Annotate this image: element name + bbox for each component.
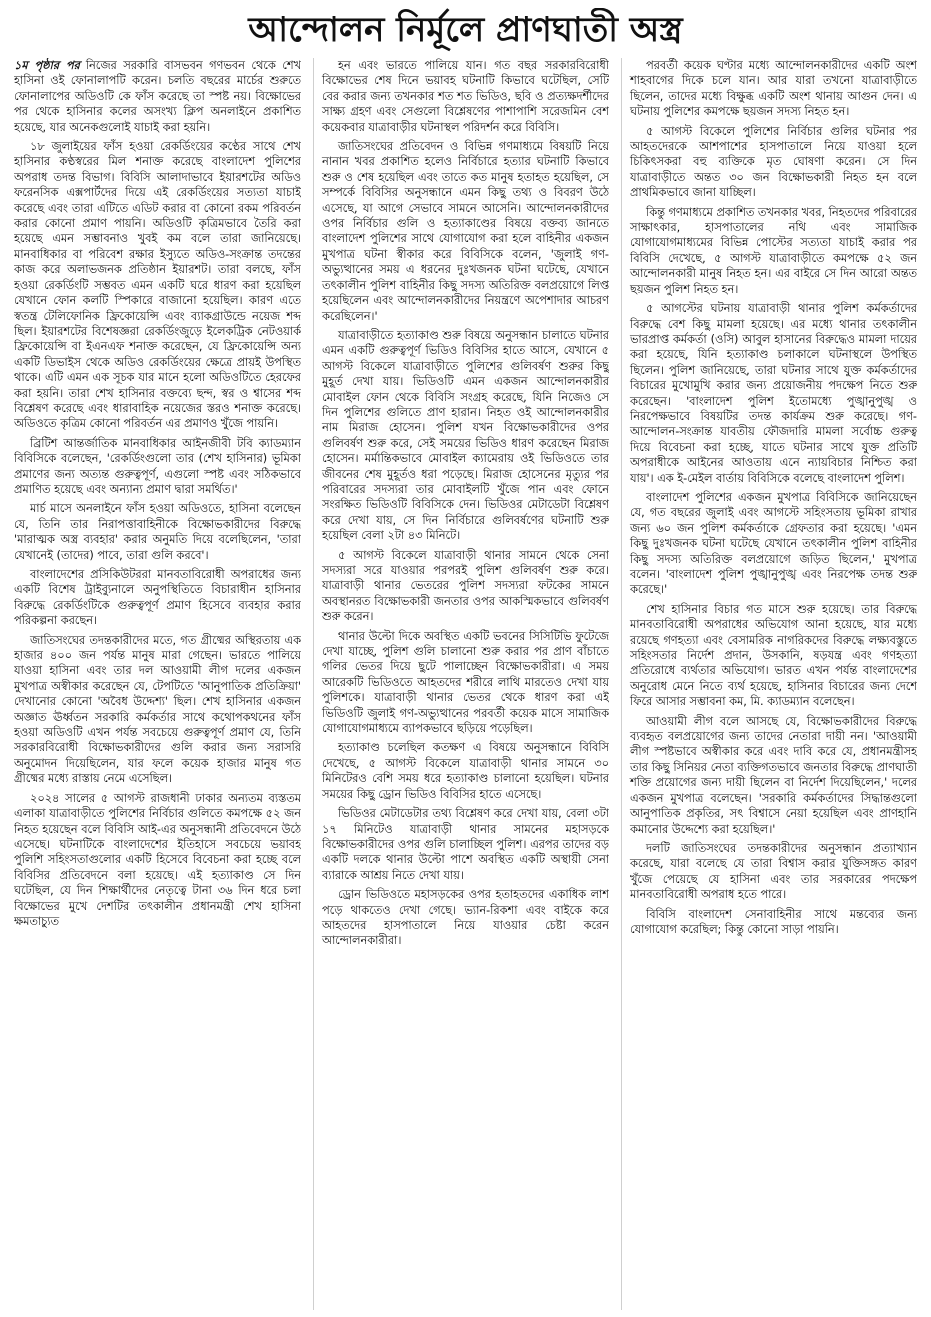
continued-from-label: ১ম পৃষ্ঠার পর [14,59,80,72]
article-paragraph [630,602,917,710]
article-column-2 [313,58,609,1310]
paragraph-text: নিজের সরকারি বাসভবন গণভবন থেকে শেখ হাসিনা ওই ফোনালাপটি করেন। চলতি বছরের মার্চের শুরুতে ফোনালাপের অডিওটি কে ফাঁস করেছে তা স্পষ্ট নয়। বিক্ষোভের পর থেকে হাসিনার কলের অসংখ্য ক্লিপ অনলাইনে প্রকাশিত হয়েছে, যার অনেকগুলোই যাচাই করা হয়নি। [14,59,301,134]
article-paragraph [322,548,609,625]
article-paragraph [630,490,917,598]
article-paragraph [14,139,301,432]
paragraph-text: থানার উল্টো দিকে অবস্থিত একটি ভবনের সিসিটিভি ফুটেজে দেখা যাচ্ছে, পুলিশ গুলি চালানো শুরু করার পর প্রাণ বাঁচাতে গলির ভেতর দিয়ে ছুটে পালাচ্ছেন বিক্ষোভকারীরা। এ সময় আরেকটি ভিডিওতে আহতদের শরীরে লাথি মারতেও দেখা যায় পুলিশকে। যাত্রাবাড়ী থানার ভেতর থেকে ধারণ করা এই ভিডিওটি জুলাই গণ-অভ্যুত্থানের পরবর্তী কয়েক মাসে সামাজিক যোগাযোগমাধ্যমে ব্যাপকভাবে ছড়িয়ে পড়েছিল। [322,629,609,736]
paragraph-text: হত্যাকাণ্ড চলেছিল কতক্ষণ এ বিষয়ে অনুসন্ধানে বিবিসি দেখেছে, ৫ আগস্ট বিকেলে যাত্রাবাড়ী থানার সামনে ৩০ মিনিটেরও বেশি সময় ধরে হত্যাকাণ্ড চালানো হয়েছিল। ঘটনার সময়ের কিছু ড্রোন ভিডিও বিবিসির হাতে এসেছে। [322,741,609,801]
article-paragraph [630,714,917,837]
paragraph-text: হন এবং ভারতে পালিয়ে যান। গত বছর সরকারবিরোধী বিক্ষোভের শেষ দিনে ভয়াবহ ঘটনাটি কিভাবে ঘটেছিল, সেটি বের করার জন্য তখনকার শত শত ভিডিও, ছবি ও প্রত্যক্ষদর্শীদের সাক্ষ্য গ্রহণ এবং সেগুলো বিশ্লেষণের পাশাপাশি সরেজমিন বেশ কয়েকবার যাত্রাবাড়ীর ঘটনাস্থল পরিদর্শন করে বিবিসি। [322,59,609,134]
article-paragraph [630,124,917,201]
article-paragraph [630,907,917,938]
paragraph-text: পরবর্তী কয়েক ঘণ্টার মধ্যে আন্দোলনকারীদের একটি অংশ শাহবাগের দিকে চলে যান। আর যারা তখনো যাত্রাবাড়ীতে ছিলেন, তাদের মধ্যে বিক্ষুব্ধ একটি অংশ থানায় আগুন দেন। এ ঘটনায় পুলিশের কমপক্ষে ছয়জন সদস্য নিহত হন। [630,59,917,119]
article-paragraph [322,58,609,135]
article-paragraph [14,58,301,135]
article-column-3 [621,58,917,1310]
article-paragraph [630,841,917,903]
paragraph-text: যাত্রাবাড়ীতে হত্যাকাণ্ড শুরু বিষয়ে অনুসন্ধান চালাতে ঘটনার এমন একটি গুরুত্বপূর্ণ ভিডিও বিবিসির হাতে আসে, যেখানে ৫ আগস্ট বিকেলে যাত্রাবাড়ীতে পুলিশের গুলিবর্ষণ শুরুর কিছু মুহূর্ত দেখা যায়। ভিডিওটি এমন একজন আন্দোলনকারীর মোবাইল ফোন থেকে বিবিসি সংগ্রহ করেছে, যিনি নিজেও সে দিন পুলিশের গুলিতে প্রাণ হারান। নিহত ওই আন্দোলনকারীর নাম মিরাজ হোসেন। পুলিশ যখন বিক্ষোভকারীদের ওপর গুলিবর্ষণ শুরু করে, সেই সময়ের ভিডিও ধারণ করেছেন মিরাজ হোসেন। মর্মান্তিকভাবে মোবাইল ক্যামেরায় ওই ভিডিওতে তার জীবনের শেষ মুহূর্তও ধরা পড়েছে। মিরাজ হোসেনের মৃত্যুর পর পরিবারের সদস্যরা তার মোবাইলটি খুঁজে পান এবং ফোনে সংরক্ষিত ভিডিওটি বিবিসিকে দেন। ভিডিওর মেটাডেটা বিশ্লেষণ করে দেখা যায়, সে দিন নির্বিচারে গুলিবর্ষণের ঘটনাটি শুরু হয়েছিল বেলা ২টা ৪৩ মিনিটে। [322,328,609,543]
article-paragraph [14,633,301,787]
article-paragraph [630,58,917,120]
paragraph-text: কিন্তু গণমাধ্যমে প্রকাশিত তখনকার খবর, নিহতদের পরিবারের সাক্ষাৎকার, হাসপাতালের নথি এবং সামাজিক যোগাযোগমাধ্যমের বিভিন্ন পোস্টের সত্যতা যাচাই করার পর বিবিসি দেখেছে, ৫ আগস্ট যাত্রাবাড়ীতে কমপক্ষে ৫২ জন আন্দোলনকারী মানুষ নিহত হন। এর বাইরে সে দিন আরো অন্তত ছয়জন পুলিশ নিহত হন। [630,205,917,296]
article-paragraph [322,629,609,737]
article-paragraph [322,806,609,883]
paragraph-text: ৫ আগস্ট বিকেলে যাত্রাবাড়ী থানার সামনে থেকে সেনা সদস্যরা সরে যাওয়ার পরপরই পুলিশ গুলিবর্ষণ শুরু করে। যাত্রাবাড়ী থানার ভেতরের পুলিশ সদস্যরা ফটকের সামনে অবস্থানরত বিক্ষোভকারী জনতার ওপর আকস্মিকভাবে গুলিবর্ষণ শুরু করেন। [322,548,609,624]
paragraph-text: দলটি জাতিসংঘের তদন্তকারীদের অনুসন্ধান প্রত্যাখ্যান করেছে, যারা বলেছে যে তারা বিশ্বাস করার যুক্তিসঙ্গত কারণ খুঁজে পেয়েছে যে হাসিনা এবং তার সরকারের পদক্ষেপ মানবতাবিরোধী অপরাধ হতে পারে। [630,841,917,902]
article-paragraph [14,791,301,930]
headline: আন্দোলন নির্মূলে প্রাণঘাতী অস্ত্র [248,10,683,50]
article-paragraph [14,501,301,563]
paragraph-text: ৫ আগস্টের ঘটনায় যাত্রাবাড়ী থানার পুলিশ কর্মকর্তাদের বিরুদ্ধে বেশ কিছু মামলা হয়েছে। এর মধ্যে থানার তৎকালীন ভারপ্রাপ্ত কর্মকর্তা (ওসি) আবুল হাসানের বিরুদ্ধেও মামলা দায়ের করা হয়েছে, যিনি হত্যাকাণ্ড চলাকালে ঘটনাস্থলে উপস্থিত ছিলেন। পুলিশ জানিয়েছে, তারা ঘটনার সাথে যুক্ত কর্মকর্তাদের বিচারের মুখোমুখি করার জন্য প্রয়োজনীয় পদক্ষেপ নিতে শুরু করেছেন। 'বাংলাদেশ পুলিশ ইতোমধ্যে পুঙ্খানুপুঙ্খ ও নিরপেক্ষভাবে বিষয়টির তদন্ত কার্যক্রম শুরু করেছে। গণ-আন্দোলন-সংক্রান্ত যাবতীয় ফৌজদারি মামলা সর্বোচ্চ গুরুত্ব দিয়ে বিবেচনা করা হচ্ছে, যাতে ঘটনার সাথে যুক্ত প্রতিটি অপরাধীকে আইনের আওতায় এনে ন্যায়বিচার নিশ্চিত করা যায়'। এক ই-মেইল বার্তায় বিবিসিকে বলেছে বাংলাদেশ পুলিশ। [630,302,917,485]
paragraph-text: বিবিসি বাংলাদেশ সেনাবাহিনীর সাথে মন্তব্যের জন্য যোগাযোগ করেছিল; কিন্তু কোনো সাড়া পায়নি। [630,907,917,936]
paragraph-text: ব্রিটিশ আন্তর্জাতিক মানবাধিকার আইনজীবী টবি ক্যাডম্যান বিবিসিকে বলেছেন, 'রেকর্ডিংগুলো তার (শেখ হাসিনার) ভূমিকা প্রমাণের জন্য অত্যন্ত গুরুত্বপূর্ণ, এগুলো স্পষ্ট এবং সঠিকভাবে প্রমাণিত হয়েছে এবং অন্যান্য প্রমাণ দ্বারা সমর্থিত।' [14,436,301,496]
paragraph-text: বাংলাদেশ পুলিশের একজন মুখপাত্র বিবিসিকে জানিয়েছেন যে, গত বছরের জুলাই এবং আগস্টে সহিংসতায় ভূমিকা রাখার জন্য ৬০ জন পুলিশ কর্মকর্তাকে গ্রেফতার করা হয়েছে। 'এমন কিছু দুঃখজনক ঘটনা ঘটেছে যেখানে তৎকালীন পুলিশ বাহিনীর কিছু সদস্য অতিরিক্ত বলপ্রয়োগে জড়িত ছিলেন,' মুখপাত্র বলেন। 'বাংলাদেশ পুলিশ পুঙ্খানুপুঙ্খ এবং নিরপেক্ষ তদন্ত শুরু করেছে।' [630,490,917,597]
article-paragraph [322,328,609,544]
paragraph-text: ড্রোন ভিডিওতে মহাসড়কের ওপর হতাহতদের একাধিক লাশ পড়ে থাকতেও দেখা গেছে। ভ্যান-রিকশা এবং বাইকে করে আহতদের হাসপাতালে নিয়ে যাওয়ার চেষ্টা করেন আন্দোলনকারীরা। [322,888,609,948]
paragraph-text: মার্চ মাসে অনলাইনে ফাঁস হওয়া অডিওতে, হাসিনা বলেছেন যে, তিনি তার নিরাপত্তাবাহিনীকে বিক্ষোভকারীদের বিরুদ্ধে 'মারাত্মক অস্ত্র ব্যবহার' করার অনুমতি দিয়ে বলেছিলেন, 'তারা যেখানেই (তাদের) পাবে, তারা গুলি করবে'। [14,502,301,562]
article-columns [14,58,917,1310]
paragraph-text: জাতিসংঘের তদন্তকারীদের মতে, গত গ্রীষ্মের অস্থিরতায় এক হাজার ৪০০ জন পর্যন্ত মানুষ মারা গেছেন। ভারতে পালিয়ে যাওয়া হাসিনা এবং তার দল আওয়ামী লীগ দলের একজন মুখপাত্র অস্বীকার করেছেন যে, টেপটিতে 'আনুপাতিক প্রতিক্রিয়া' দেখানোর কোনো 'অবৈধ উদ্দেশ্য' ছিল। শেখ হাসিনার একজন অজ্ঞাত ঊর্ধ্বতন সরকারি কর্মকর্তার সাথে কথোপকথনের ফাঁস হওয়া অডিওটি এখন পর্যন্ত সবচেয়ে গুরুত্বপূর্ণ প্রমাণ যে, তিনি সরকারবিরোধী বিক্ষোভকারীদের গুলি করার জন্য সরাসরি অনুমোদন দিয়েছিলেন, যার ফলে কয়েক হাজার মানুষ গত গ্রীষ্মের মধ্যে রাস্তায় নেমে এসেছিল। [14,633,301,786]
article-paragraph [14,567,301,629]
article-paragraph [322,740,609,802]
paragraph-text: ভিডিওর মেটাডেটার তথ্য বিশ্লেষণ করে দেখা যায়, বেলা ৩টা ১৭ মিনিটেও যাত্রাবাড়ী থানার সামনের মহাসড়কে বিক্ষোভকারীদের ওপর গুলি চালাচ্ছিল পুলিশ। এরপর তাদের বড় একটি দলকে থানার উল্টো পাশে অবস্থিত একটি অস্থায়ী সেনা ব্যারাকে আশ্রয় নিতে দেখা যায়। [322,807,609,882]
article-paragraph [322,139,609,324]
article-column-1 [14,58,301,1310]
paragraph-text: ১৮ জুলাইয়ের ফাঁস হওয়া রেকর্ডিংয়ের কণ্ঠের সাথে শেখ হাসিনার কণ্ঠস্বরের মিল শনাক্ত করেছে বাংলাদেশ পুলিশের অপরাধ তদন্ত বিভাগ। বিবিসি আলাদাভাবে ইয়ারশটের অডিও ফরেনসিক এক্সপার্টদের দিয়ে এই রেকর্ডিংয়ের সত্যতা যাচাই করেছে এবং তারা এটিতে এডিট করার বা কোনো রকম পরিবর্তন করার কোনো প্রমাণ পায়নি। অডিওটি কৃত্রিমভাবে তৈরি করা হয়েছে এমন সম্ভাবনাও খুবই কম বলে তারা জানিয়েছে। মানবাধিকার বা পরিবেশ রক্ষার ইস্যুতে অডিও-সংক্রান্ত তদন্তের কাজ করে অলাভজনক প্রতিষ্ঠান ইয়ারশট। তারা বলছে, ফাঁস হওয়া রেকর্ডিংটি সম্ভবত এমন একটি ঘরে ধারণ করা হয়েছিল যেখানে ফোন কলটি স্পিকারে বাজানো হয়েছিল। কারণ এতে স্বতন্ত্র টেলিফোনিক ফ্রিকোয়েন্সি এবং ব্যাকগ্রাউন্ডে নয়েজ শব্দ ছিল। ইয়ারশটের বিশেষজ্ঞরা রেকর্ডিংজুড়ে ইলেকট্রিক নেটওয়ার্ক ফ্রিকোয়েন্সি বা ইএনএফ শনাক্ত করেছেন, যে ফ্রিকোয়েন্সি অন্য একটি ডিভাইস থেকে অডিও রেকর্ডিংয়ের ক্ষেত্রে প্রায়ই উপস্থিত থাকে। এটি এমন এক সূচক যার মানে হলো অডিওটিতে হেরফের করা হয়নি। তারা শেখ হাসিনার বক্তব্যে ছন্দ, স্বর ও শ্বাসের শব্দ বিশ্লেষণ করেছে এবং ধারাবাহিক নয়েজের স্তরও শনাক্ত করেছে। অডিওতে কৃত্রিম কোনো পরিবর্তন এর প্রমাণও খুঁজে পায়নি। [14,140,301,431]
paragraph-text: ২০২৪ সালের ৫ আগস্ট রাজধানী ঢাকার অন্যতম ব্যস্ততম এলাকা যাত্রাবাড়ীতে পুলিশের নির্বিচার গুলিতে কমপক্ষে ৫২ জন নিহত হয়েছেন বলে বিবিসি আই-এর অনুসন্ধানী প্রতিবেদনে উঠে এসেছে। ঘটনাটিকে বাংলাদেশের ইতিহাসে সবচেয়ে ভয়াবহ পুলিশি সহিংসতাগুলোর একটি হিসেবে বিবেচনা করা হচ্ছে বলে বিবিসির প্রতিবেদনে বলা হয়েছে। এই হত্যাকাণ্ড সে দিন ঘটেছিল, যে দিন শিক্ষার্থীদের নেতৃত্বে টানা ৩৬ দিন ধরে চলা বিক্ষোভের মুখে দেশটির তৎকালীন প্রধানমন্ত্রী শেখ হাসিনা ক্ষমতাচ্যুত [14,791,301,928]
paragraph-text: ৫ আগস্ট বিকেলে পুলিশের নির্বিচার গুলির ঘটনার পর আহতদেরকে আশপাশের হাসপাতালে নিয়ে যাওয়া হলে চিকিৎসকরা বহু ব্যক্তিকে মৃত ঘোষণা করেন। সে দিন যাত্রাবাড়ীতে অন্তত ৩০ জন বিক্ষোভকারী নিহত হন বলে প্রাথমিকভাবে জানা যাচ্ছিল। [630,124,917,200]
article-paragraph [14,436,301,498]
paragraph-text: জাতিসংঘের প্রতিবেদন ও বিভিন্ন গণমাধ্যমে বিষয়টি নিয়ে নানান খবর প্রকাশিত হলেও নির্বিচারে হত্যার ঘটনাটি কিভাবে শুরু ও শেষ হয়েছিল এবং তাতে কত মানুষ হতাহত হয়েছিল, সে সম্পর্কে বিবিসির অনুসন্ধানে এমন কিছু তথ্য ও বিবরণ উঠে এসেছে, যা আগে সেভাবে সামনে আসেনি। আন্দোলনকারীদের ওপর নির্বিচার গুলি ও হত্যাকাণ্ডের বিষয়ে বক্তব্য জানতে বাংলাদেশ পুলিশের সাথে যোগাযোগ করা হলে বাহিনীর একজন মুখপাত্র ঘটনা স্বীকার করে বিবিসিকে বলেন, 'জুলাই গণ-অভ্যুত্থানের সময় এ ধরনের দুঃখজনক ঘটনা ঘটেছে, যেখানে তৎকালীন পুলিশ বাহিনীর কিছু সদস্য অতিরিক্ত বলপ্রয়োগে লিপ্ত হয়েছিলেন এবং আন্দোলনকারীদের নিয়ন্ত্রণে অপেশাদার আচরণ করেছিলেন।' [322,140,609,323]
article-paragraph [322,887,609,949]
article-paragraph [630,205,917,297]
paragraph-text: শেখ হাসিনার বিচার গত মাসে শুরু হয়েছে। তার বিরুদ্ধে মানবতাবিরোধী অপরাধের অভিযোগ আনা হয়েছে, যার মধ্যে রয়েছে গণহত্যা এবং বেসামরিক নাগরিকদের বিরুদ্ধে লক্ষ্যবস্তুতে সহিংসতার নির্দেশ প্রদান, উসকানি, ষড়যন্ত্র এবং গণহত্যা প্রতিরোধে ব্যর্থতার অভিযোগ। ভারত এখন পর্যন্ত বাংলাদেশের অনুরোধ মেনে নিতে ব্যর্থ হয়েছে, হাসিনার বিচারের জন্য দেশে ফিরে আসার সম্ভাবনা কম, মি. ক্যাডম্যান বলেছেন। [630,602,917,709]
article-paragraph [630,301,917,486]
paragraph-text: বাংলাদেশের প্রসিকিউটররা মানবতাবিরোধী অপরাধের জন্য একটি বিশেষ ট্রাইব্যুনালে অনুপস্থিতিতে বিচারাধীন হাসিনার বিরুদ্ধে রেকর্ডিংটিকে গুরুত্বপূর্ণ প্রমাণ হিসেবে ব্যবহার করার পরিকল্পনা করছেন। [14,568,301,628]
paragraph-text: আওয়ামী লীগ বলে আসছে যে, বিক্ষোভকারীদের বিরুদ্ধে ব্যবহৃত বলপ্রয়োগের জন্য তাদের নেতারা দায়ী নন। 'আওয়ামী লীগ স্পষ্টভাবে অস্বীকার করে এবং দাবি করে যে, প্রধানমন্ত্রীসহ তার কিছু সিনিয়র নেতা ব্যক্তিগতভাবে জনতার বিরুদ্ধে প্রাণঘাতী শক্তি প্রয়োগের জন্য দায়ী ছিলেন বা নির্দেশ দিয়েছিলেন,' দলের একজন মুখপাত্র বলেছেন। 'সরকারি কর্মকর্তাদের সিদ্ধান্তগুলো আনুপাতিক প্রকৃতির, সৎ বিশ্বাসে নেয়া হয়েছিল এবং প্রাণহানি কমানোর উদ্দেশ্যে করা হয়েছিল।' [630,714,917,836]
